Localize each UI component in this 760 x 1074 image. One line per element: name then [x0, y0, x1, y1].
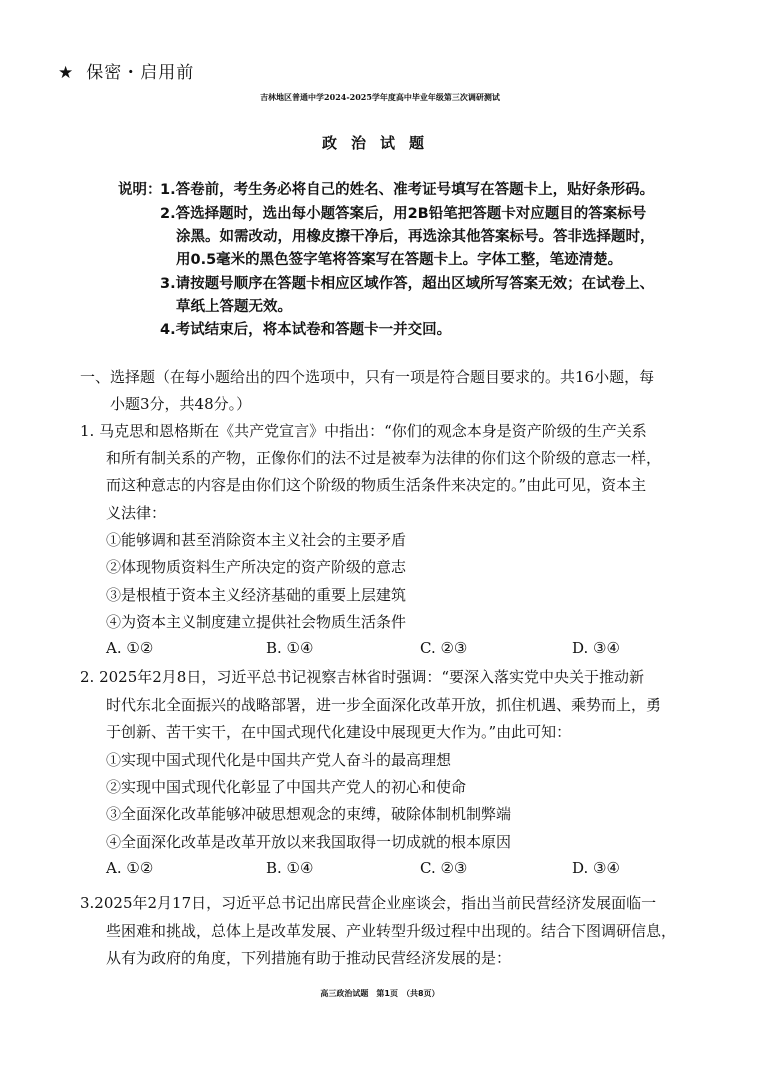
confidential-text: 保密・启用前: [86, 63, 195, 83]
question-stem-line: 时代东北全面振兴的战略部署，进一步全面深化改革开放，抓住机遇、乘势而上，勇: [106, 696, 662, 714]
question-item: ②实现中国式现代化彰显了中国共产党人的初心和使命: [106, 778, 467, 796]
exam-title: 吉林地区普通中学2024-2025学年度高中毕业年级第三次调研测试: [260, 92, 500, 102]
option-a: A. ①②: [106, 859, 154, 877]
question-item: ④全面深化改革是改革开放以来我国取得一切成就的根本原因: [106, 833, 512, 851]
question-stem-line: 和所有制关系的产物，正像你们的法不过是被奉为法律的你们这个阶级的意志一样，: [106, 449, 662, 467]
question-item: ③全面深化改革能够冲破思想观念的束缚，破除体制机制弊端: [106, 805, 512, 823]
question-stem-line: 而这种意志的内容是由你们这个阶级的物质生活条件来决定的。”由此可见，资本主: [106, 476, 647, 494]
section-line: 小题3分，共48分。）: [110, 395, 252, 413]
instructions-label: 说明：: [118, 182, 162, 198]
instruction-line: 2.答选择题时，选出每小题答案后，用2B铅笔把答题卡对应题目的答案标号: [160, 206, 647, 222]
question-item: ②体现物质资料生产所决定的资产阶级的意志: [106, 558, 407, 576]
instruction-line: 1.答卷前，考生务必将自己的姓名、准考证号填写在答题卡上，贴好条形码。: [160, 182, 655, 198]
question-stem-line: 3.2025年2月17日，习近平总书记出席民营企业座谈会，指出当前民营经济发展面临一: [80, 894, 657, 912]
option-d: D. ③④: [572, 859, 620, 877]
instruction-line: 4.考试结束后，将本试卷和答题卡一并交回。: [160, 322, 452, 338]
page-footer: 高三政治试题 第1页 （共8页）: [320, 989, 440, 998]
question-stem-line: 从有为政府的角度，下列措施有助于推动民营经济发展的是：: [106, 949, 512, 967]
question-item: ①实现中国式现代化是中国共产党人奋斗的最高理想: [106, 751, 452, 769]
confidential-mark: [58, 58, 194, 83]
subject-title: 政治试题: [321, 134, 438, 152]
option-a: A. ①②: [106, 639, 154, 657]
instruction-line: 涂黑。如需改动，用橡皮擦干净后，再选涂其他答案标号。答非选择题时，: [176, 229, 655, 245]
question-stem-line: 义法律：: [106, 504, 167, 522]
question-item: ③是根植于资本主义经济基础的重要上层建筑: [106, 586, 407, 604]
question-stem-line: 些困难和挑战，总体上是改革发展、产业转型升级过程中出现的。结合下图调研信息，: [106, 922, 677, 940]
question-stem-line: 2. 2025年2月8日，习近平总书记视察吉林省时强调：“要深入落实党中央关于推动新: [80, 668, 645, 686]
instruction-line: 用0.5毫米的黑色签字笔将答案写在答题卡上。字体工整，笔迹清楚。: [176, 252, 623, 268]
instruction-line: 草纸上答题无效。: [176, 299, 292, 315]
question-stem-line: 于创新、苦干实干，在中国式现代化建设中展现更大作为。”由此可知：: [106, 723, 572, 741]
star-icon: ★: [58, 63, 75, 83]
option-b: B. ①④: [266, 859, 314, 877]
option-b: B. ①④: [266, 639, 314, 657]
option-c: C. ②③: [420, 639, 468, 657]
question-item: ④为资本主义制度建立提供社会物质生活条件: [106, 613, 407, 631]
question-stem-line: 1. 马克思和恩格斯在《共产党宣言》中指出：“你们的观念本身是资产阶级的生产关系: [80, 422, 647, 440]
option-c: C. ②③: [420, 859, 468, 877]
question-item: ①能够调和甚至消除资本主义社会的主要矛盾: [106, 531, 407, 549]
option-d: D. ③④: [572, 639, 620, 657]
instruction-line: 3.请按题号顺序在答题卡相应区域作答，超出区域所写答案无效；在试卷上、: [160, 276, 655, 292]
section-line: 一、选择题（在每小题给出的四个选项中，只有一项是符合题目要求的。共16小题，每: [80, 368, 655, 386]
